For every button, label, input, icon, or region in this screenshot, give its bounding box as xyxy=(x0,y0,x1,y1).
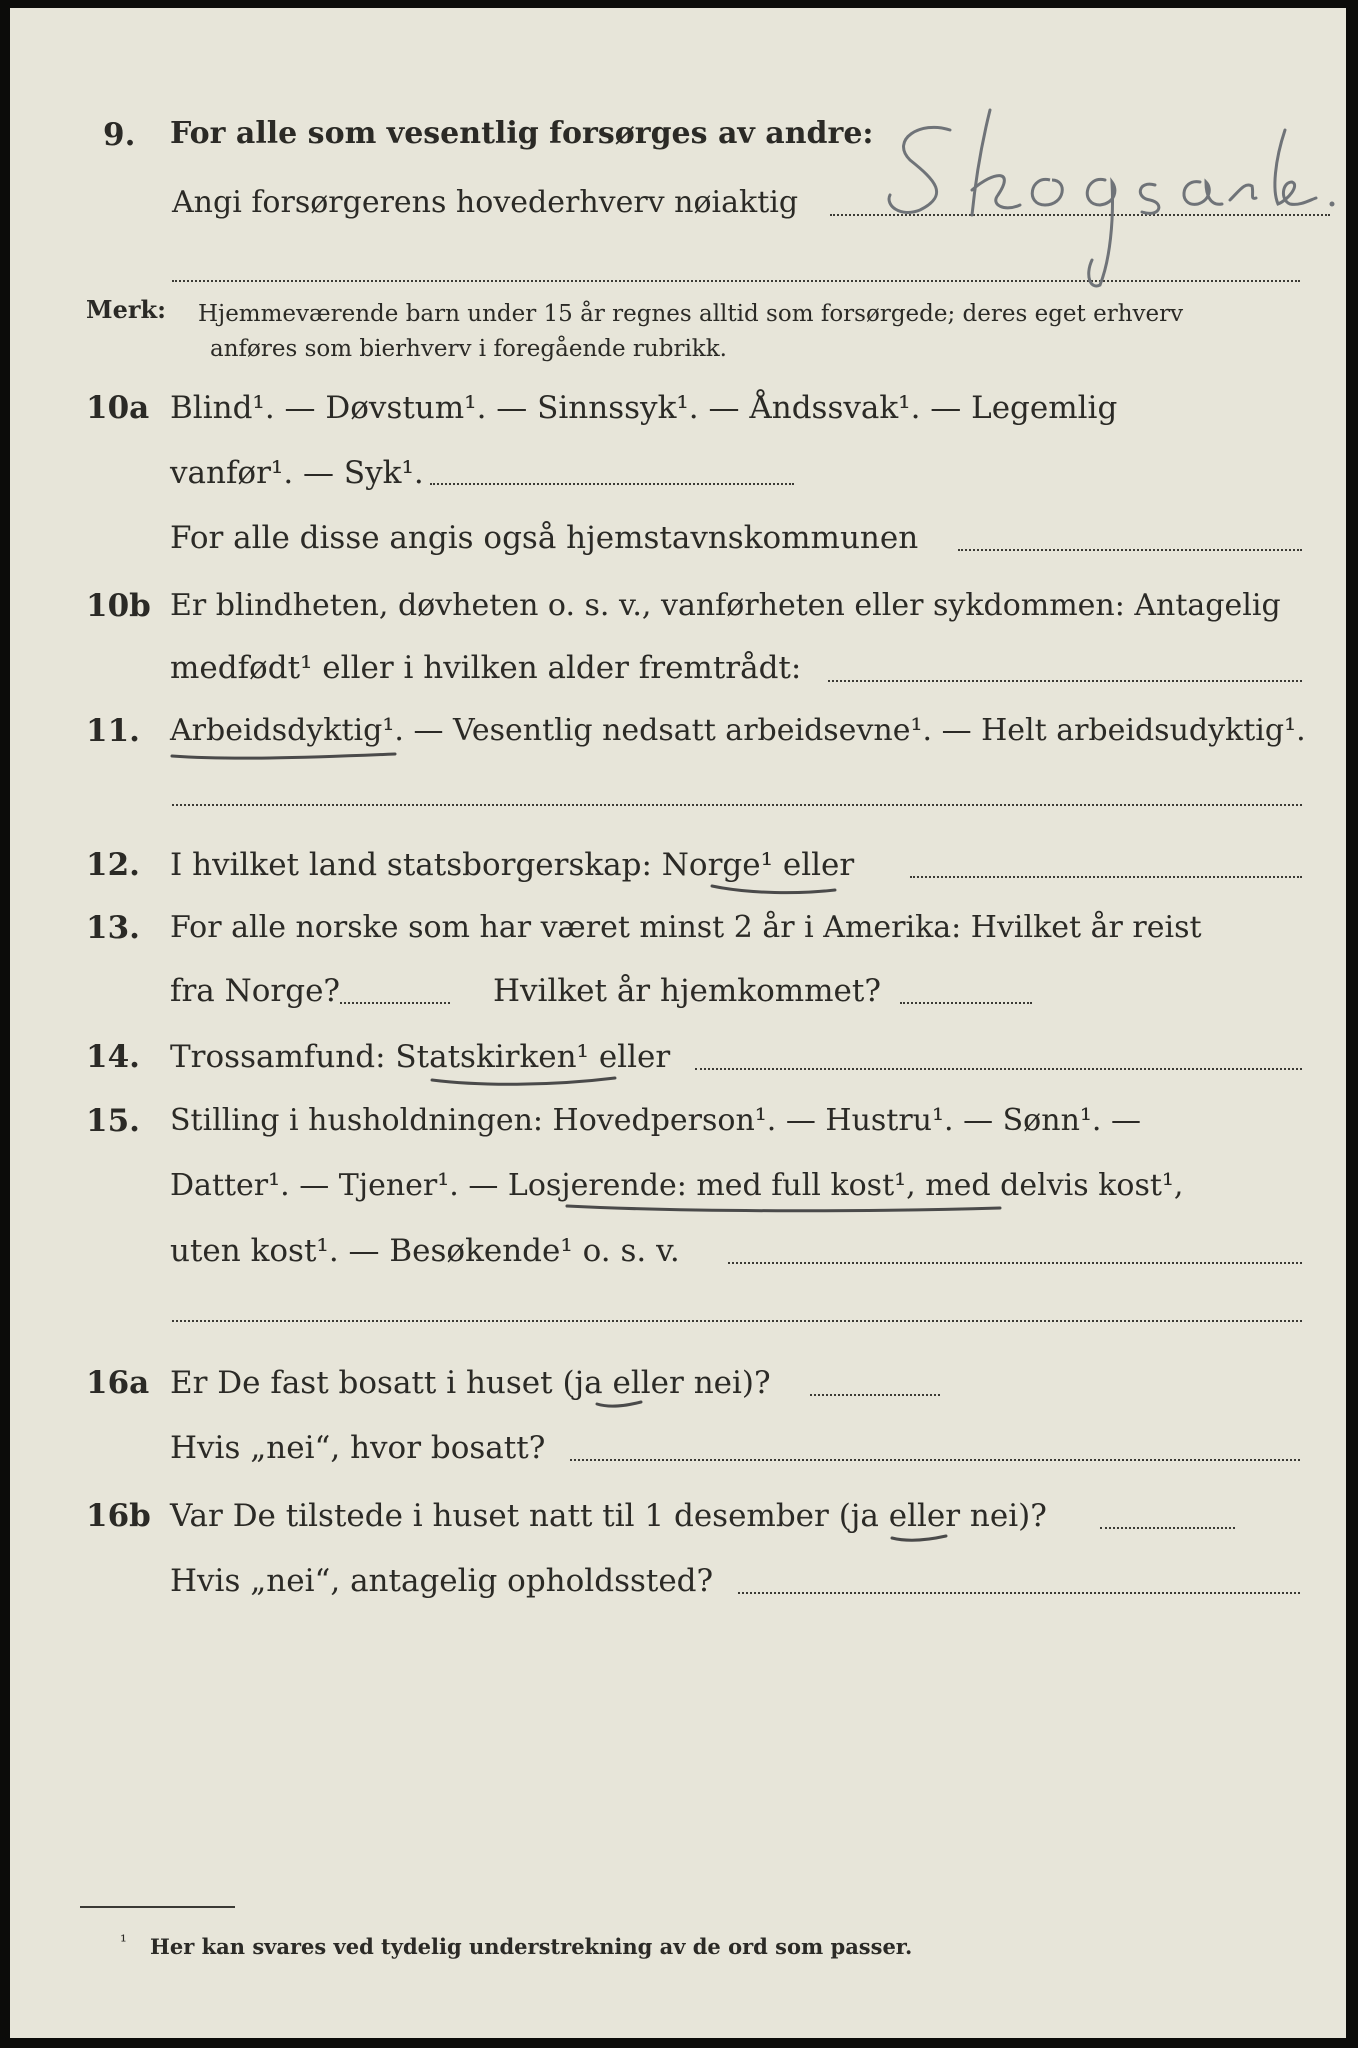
census-form-page xyxy=(10,8,1346,2038)
q10b-answer-line[interactable] xyxy=(828,680,1302,682)
q15-line2: Datter¹. — Tjener¹. — Losjerende: med full kost¹, med delvis kost¹, xyxy=(170,1168,1184,1203)
q15-number: 15. xyxy=(86,1103,140,1139)
q16a-line2: Hvis „nei“, hvor bosatt? xyxy=(170,1430,546,1466)
q13-line2b: Hvilket år hjemkommet? xyxy=(493,973,881,1009)
q14-line1: Trossamfund: Statskirken¹ eller xyxy=(170,1039,671,1075)
q11-underline-arbeidsdyktig xyxy=(170,746,400,766)
q10a-number: 10a xyxy=(86,390,150,426)
q9-number: 9. xyxy=(103,117,136,153)
q10b-line1: Er blindheten, døvheten o. s. v., vanførheten eller sykdommen: Antagelig xyxy=(170,588,1281,623)
q13-line2a: fra Norge? xyxy=(170,973,341,1009)
q9-line1: For alle som vesentlig forsørges av andre: xyxy=(170,116,874,151)
q16b-answer-line[interactable] xyxy=(1100,1527,1235,1529)
q11-answer-line[interactable] xyxy=(172,804,1302,806)
q10a-line3: For alle disse angis også hjemstavnskommunen xyxy=(170,520,919,556)
q16b-line1: Var De tilstede i huset natt til 1 desember (ja eller nei)? xyxy=(170,1498,1047,1534)
q10a-line1: Blind¹. — Døvstum¹. — Sinnssyk¹. — Åndssvak¹. — Legemlig xyxy=(170,390,1118,426)
footnote-rule xyxy=(80,1906,235,1908)
q10a-syk-line[interactable] xyxy=(430,483,794,485)
q12-line1: I hvilket land statsborgerskap: Norge¹ eller xyxy=(170,847,855,883)
q14-underline-statskirken xyxy=(430,1072,620,1092)
q16a-line1: Er De fast bosatt i huset (ja eller nei)? xyxy=(170,1365,771,1401)
q16b-opholdssted-line[interactable] xyxy=(738,1592,1300,1594)
q15-answer-line[interactable] xyxy=(728,1262,1302,1264)
q13-line1: For alle norske som har været minst 2 år i Amerika: Hvilket år reist xyxy=(170,910,1202,945)
q13-hjemkommet-line[interactable] xyxy=(900,1002,1032,1004)
q11-line1: Arbeidsdyktig¹. — Vesentlig nedsatt arbeidsevne¹. — Helt arbeidsudyktig¹. xyxy=(170,713,1306,748)
q13-number: 13. xyxy=(86,910,140,946)
handwriting-skogsarb xyxy=(880,100,1350,290)
merk-line1: Hjemmeværende barn under 15 år regnes alltid som forsørgede; deres eget erhverv xyxy=(198,301,1184,327)
q10b-line2: medfødt¹ eller i hvilken alder fremtrådt: xyxy=(170,650,802,686)
q13-reist-line[interactable] xyxy=(340,1002,450,1004)
footnote-text: Her kan svares ved tydelig understrekning av de ord som passer. xyxy=(150,1934,913,1959)
q12-underline-norge xyxy=(710,880,840,900)
q9-line2: Angi forsørgerens hovederhverv nøiaktig xyxy=(172,185,799,220)
q9-handwritten-answer[interactable] xyxy=(880,100,1350,290)
q10a-line2: vanfør¹. — Syk¹. xyxy=(170,455,424,491)
q12-number: 12. xyxy=(86,847,140,883)
q16a-bosatt-line[interactable] xyxy=(570,1459,1300,1461)
q14-number: 14. xyxy=(86,1039,140,1075)
q15-answer-line-2[interactable] xyxy=(172,1320,1302,1322)
q16a-number: 16a xyxy=(86,1365,150,1401)
q10b-number: 10b xyxy=(86,588,151,624)
q16b-line2: Hvis „nei“, antagelig opholdssted? xyxy=(170,1563,714,1599)
merk-label: Merk: xyxy=(86,295,166,324)
q10a-hjemstavn-line[interactable] xyxy=(958,549,1302,551)
q16b-number: 16b xyxy=(86,1498,151,1534)
merk-line2: anføres som bierhverv i foregående rubrikk. xyxy=(210,336,727,362)
q16b-underline-ja xyxy=(890,1530,950,1546)
q16a-underline-ja xyxy=(595,1396,645,1412)
footnote-mark: ¹ xyxy=(120,1932,127,1952)
q15-line3: uten kost¹. — Besøkende¹ o. s. v. xyxy=(170,1233,680,1269)
q11-number: 11. xyxy=(86,713,140,749)
q12-answer-line[interactable] xyxy=(910,876,1302,878)
q16a-answer-line[interactable] xyxy=(810,1394,940,1396)
q14-answer-line[interactable] xyxy=(695,1068,1302,1070)
q15-line1: Stilling i husholdningen: Hovedperson¹. — Hustru¹. — Sønn¹. — xyxy=(170,1103,1141,1138)
q15-underline-losjerende xyxy=(565,1200,1005,1220)
